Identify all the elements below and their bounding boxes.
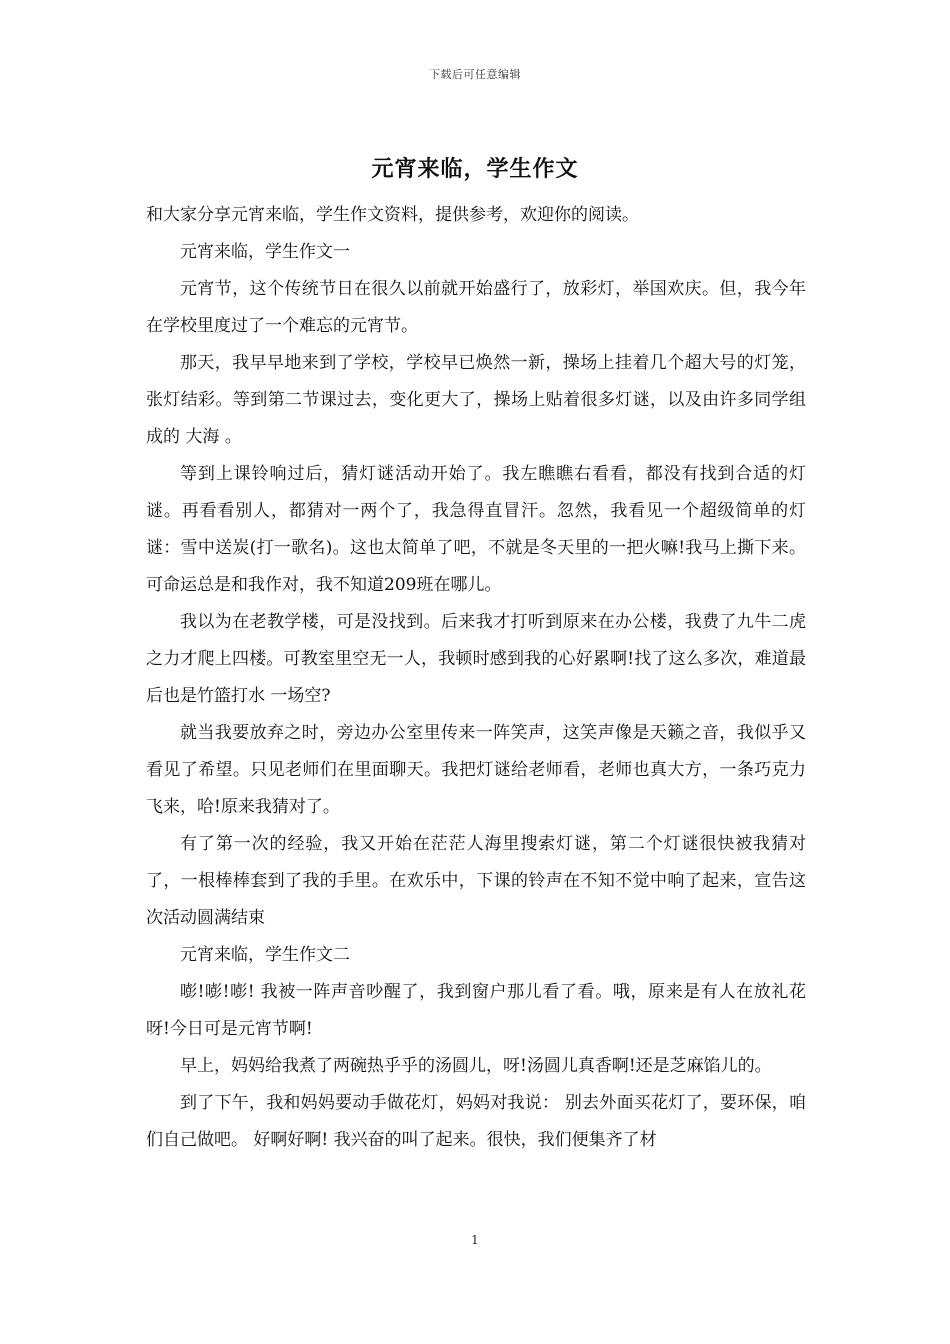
body-paragraph: 我以为在老教学楼，可是没找到。后来我才打听到原来在办公楼，我费了九牛二虎之力才爬上四楼。可教室里空无一人，我顿时感到我的心好累啊!找了这么多次，难道最后也是竹篮打水 一场空? bbox=[146, 612, 806, 706]
body-paragraph: 就当我要放弃之时，旁边办公室里传来一阵笑声，这笑声像是天籁之音，我似乎又看见了希望。只见老师们在里面聊天。我把灯谜给老师看，老师也真大方，一条巧克力飞来，哈!原来我猜对了。 bbox=[146, 723, 806, 817]
page-header: 下载后可任意编辑 bbox=[429, 68, 521, 81]
page-number: 1 bbox=[471, 1233, 479, 1247]
document-title: 元宵来临，学生作文 bbox=[371, 156, 579, 182]
intro-paragraph: 和大家分享元宵来临，学生作文资料，提供参考，欢迎你的阅读。 bbox=[146, 205, 639, 225]
body-paragraph: 到了下午，我和妈妈要动手做花灯，妈妈对我说： 别去外面买花灯了，要环保，咱们自己做吧。 好啊好啊! 我兴奋的叫了起来。很快，我们便集齐了材 bbox=[146, 1093, 806, 1150]
body-paragraph: 等到上课铃响过后，猜灯谜活动开始了。我左瞧瞧右看看，都没有找到合适的灯谜。再看看别人，都猜对一两个了，我急得直冒汗。忽然，我看见一个超级简单的灯谜：雪中送炭(打一歌名)。这也太简单了吧，不就是冬天里的一把火嘛!我马上撕下来。可命运总是和我作对，我不知道209班在哪儿。 bbox=[146, 464, 806, 595]
section-heading-two: 元宵来临，学生作文二 bbox=[180, 945, 350, 965]
body-paragraph: 有了第一次的经验，我又开始在茫茫人海里搜索灯谜，第二个灯谜很快被我猜对了，一根棒棒套到了我的手里。在欢乐中，下课的铃声在不知不觉中响了起来，宣告这次活动圆满结束 bbox=[146, 834, 806, 928]
body-paragraph: 嘭!嘭!嘭! 我被一阵声音吵醒了，我到窗户那儿看了看。哦，原来是有人在放礼花呀!今日可是元宵节啊! bbox=[146, 982, 806, 1039]
body-paragraph: 元宵节，这个传统节日在很久以前就开始盛行了，放彩灯，举国欢庆。但，我今年在学校里度过了一个难忘的元宵节。 bbox=[146, 279, 806, 336]
body-paragraph: 早上，妈妈给我煮了两碗热乎乎的汤圆儿，呀!汤圆儿真香啊!还是芝麻馅儿的。 bbox=[180, 1056, 772, 1076]
document-body bbox=[146, 197, 806, 1159]
section-heading-one: 元宵来临，学生作文一 bbox=[180, 242, 350, 262]
body-paragraph: 那天，我早早地来到了学校，学校早已焕然一新，操场上挂着几个超大号的灯笼，张灯结彩。等到第二节课过去，变化更大了，操场上贴着很多灯谜，以及由许多同学组成的 大海 。 bbox=[146, 353, 806, 447]
